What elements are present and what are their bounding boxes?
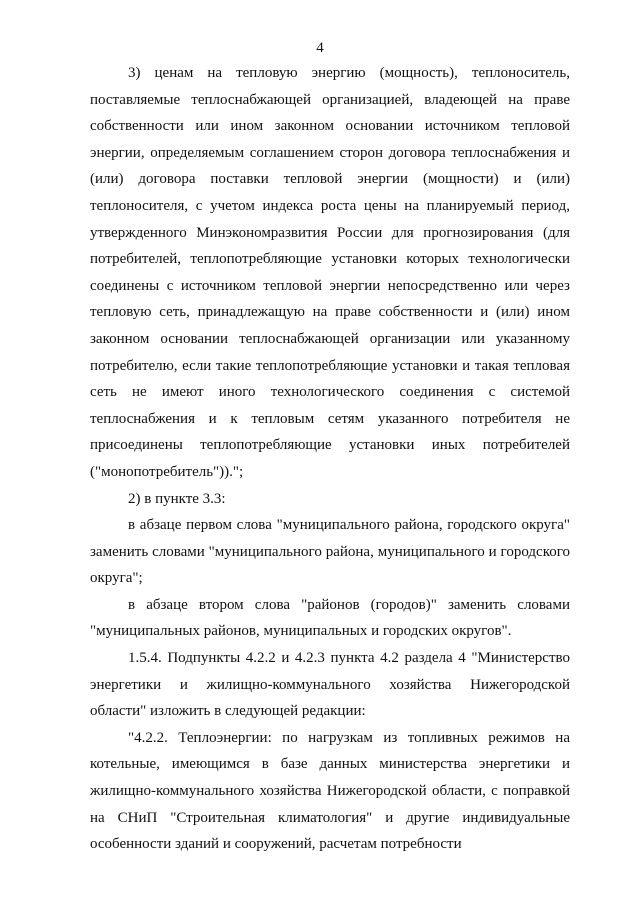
paragraph-1-5-4: 1.5.4. Подпункты 4.2.2 и 4.2.3 пункта 4.2 раздела 4 "Министерство энергетики и жилищно-коммунального хозяйства Нижегородской области" изложить в следующей редакции:	[90, 650, 570, 720]
paragraph-first-abzac: в абзаце первом слова "муниципального района, городского округа" заменить словами "муниципального района, муниципального и городского округа";	[90, 517, 570, 587]
paragraph-4-2-2: "4.2.2. Теплоэнергии: по нагрузкам из топливных режимов на котельные, имеющимся в базе данных министерства энергетики и жилищно-коммунального хозяйства Нижегородской области, с поправкой на СНиП "Строительная климатология" и другие индивидуальные особенности зданий и сооружений, расчетам потребности	[90, 729, 570, 853]
page-number: 4	[316, 40, 324, 56]
paragraph-item-2-point-3-3: 2) в пункте 3.3:	[128, 490, 226, 507]
paragraph-second-abzac: в абзаце втором слова "районов (городов)" заменить словами "муниципальных районов, муниципальных и городских округов".	[90, 596, 570, 640]
document-body	[90, 60, 570, 858]
paragraph-item-3-prices: 3) ценам на тепловую энергию (мощность), теплоноситель, поставляемые теплоснабжающей организацией, владеющей на праве собственности или ином законном основании источником тепловой энергии, определяемым соглашением сторон договора теплоснабжения и (или) договора поставки тепловой энергии (мощности) и (или) теплоносителя, с учетом индекса роста цены на планируемый период, утвержденного Минэкономразвития России для прогнозирования (для потребителей, теплопотребляющие установки которых технологически соединены с источником тепловой энергии непосредственно или через тепловую сеть, принадлежащую на праве собственности и (или) ином законном основании теплоснабжающей организации или указанному потребителю, если такие теплопотребляющие установки и такая тепловая сеть не имеют иного технологического соединения с системой теплоснабжения и к тепловым сетям указанного потребителя не присоединены теплопотребляющие установки иных потребителей ("монопотребитель")).";	[90, 65, 570, 480]
